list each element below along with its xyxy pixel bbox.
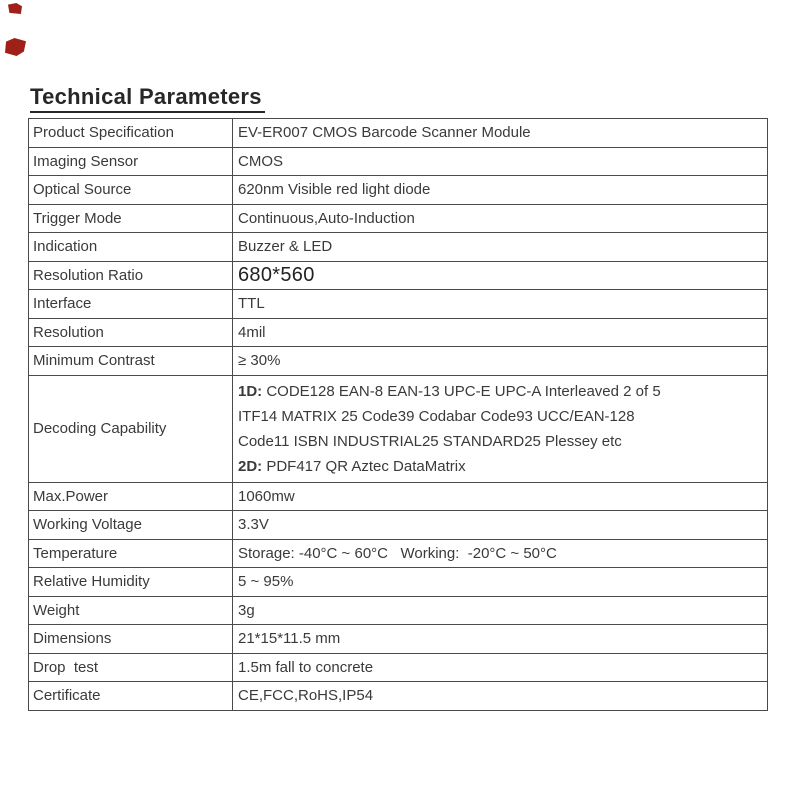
param-value: EV-ER007 CMOS Barcode Scanner Module bbox=[233, 119, 768, 148]
table-row bbox=[29, 482, 768, 511]
param-value: Storage: -40°C ~ 60°C Working: -20°C ~ 50°C bbox=[233, 539, 768, 568]
table-row bbox=[29, 511, 768, 540]
param-label: Resolution Ratio bbox=[29, 261, 233, 290]
table-row bbox=[29, 347, 768, 376]
table-row bbox=[29, 233, 768, 262]
param-value: 3g bbox=[233, 596, 768, 625]
table-row bbox=[29, 176, 768, 205]
param-label: Certificate bbox=[29, 682, 233, 711]
param-value: ≥ 30% bbox=[233, 347, 768, 376]
table-row bbox=[29, 261, 768, 290]
code-list-text: CODE128 EAN-8 EAN-13 UPC-E UPC-A Interleaved 2 of 5 bbox=[262, 382, 661, 400]
param-value: TTL bbox=[233, 290, 768, 319]
param-label: Trigger Mode bbox=[29, 204, 233, 233]
param-value: 3.3V bbox=[233, 511, 768, 540]
param-value: 5 ~ 95% bbox=[233, 568, 768, 597]
param-value: 620nm Visible red light diode bbox=[233, 176, 768, 205]
param-value: 1.5m fall to concrete bbox=[233, 653, 768, 682]
param-label: Relative Humidity bbox=[29, 568, 233, 597]
table-row bbox=[29, 290, 768, 319]
page-title: Technical Parameters bbox=[30, 84, 265, 113]
param-label: Imaging Sensor bbox=[29, 147, 233, 176]
value-line bbox=[238, 379, 763, 404]
value-line bbox=[238, 429, 763, 454]
table-row bbox=[29, 682, 768, 711]
table-row bbox=[29, 318, 768, 347]
table-row bbox=[29, 653, 768, 682]
code-list-text: ITF14 MATRIX 25 Code39 Codabar Code93 UCC/EAN-128 bbox=[238, 407, 635, 425]
technical-parameters-table bbox=[28, 118, 768, 711]
param-value: Continuous,Auto-Induction bbox=[233, 204, 768, 233]
param-label: Optical Source bbox=[29, 176, 233, 205]
table-row bbox=[29, 375, 768, 482]
red-artifact-bottom bbox=[5, 38, 26, 56]
param-value: CMOS bbox=[233, 147, 768, 176]
table-row bbox=[29, 539, 768, 568]
param-value: 4mil bbox=[233, 318, 768, 347]
dimension-prefix: 2D: bbox=[238, 457, 263, 475]
table-row bbox=[29, 147, 768, 176]
table-body bbox=[29, 119, 768, 711]
param-label: Minimum Contrast bbox=[29, 347, 233, 376]
code-list-text: Code11 ISBN INDUSTRIAL25 STANDARD25 Plessey etc bbox=[238, 432, 622, 450]
param-label: Decoding Capability bbox=[29, 375, 233, 482]
red-artifact-top bbox=[8, 3, 22, 14]
param-label: Working Voltage bbox=[29, 511, 233, 540]
param-value: 1060mw bbox=[233, 482, 768, 511]
value-line bbox=[238, 454, 763, 479]
param-label: Interface bbox=[29, 290, 233, 319]
table-row bbox=[29, 204, 768, 233]
table-row bbox=[29, 568, 768, 597]
param-value: 21*15*11.5 mm bbox=[233, 625, 768, 654]
param-label: Max.Power bbox=[29, 482, 233, 511]
param-label: Product Specification bbox=[29, 119, 233, 148]
dimension-prefix: 1D: bbox=[238, 382, 263, 400]
param-value: CE,FCC,RoHS,IP54 bbox=[233, 682, 768, 711]
param-label: Drop test bbox=[29, 653, 233, 682]
param-label: Temperature bbox=[29, 539, 233, 568]
param-value: 680*560 bbox=[233, 261, 768, 290]
param-label: Dimensions bbox=[29, 625, 233, 654]
table-row bbox=[29, 625, 768, 654]
param-value: Buzzer & LED bbox=[233, 233, 768, 262]
param-value bbox=[233, 375, 768, 482]
param-label: Resolution bbox=[29, 318, 233, 347]
table-row bbox=[29, 119, 768, 148]
value-line bbox=[238, 404, 763, 429]
param-label: Weight bbox=[29, 596, 233, 625]
table-row bbox=[29, 596, 768, 625]
code-list-text: PDF417 QR Aztec DataMatrix bbox=[262, 457, 466, 475]
param-label: Indication bbox=[29, 233, 233, 262]
